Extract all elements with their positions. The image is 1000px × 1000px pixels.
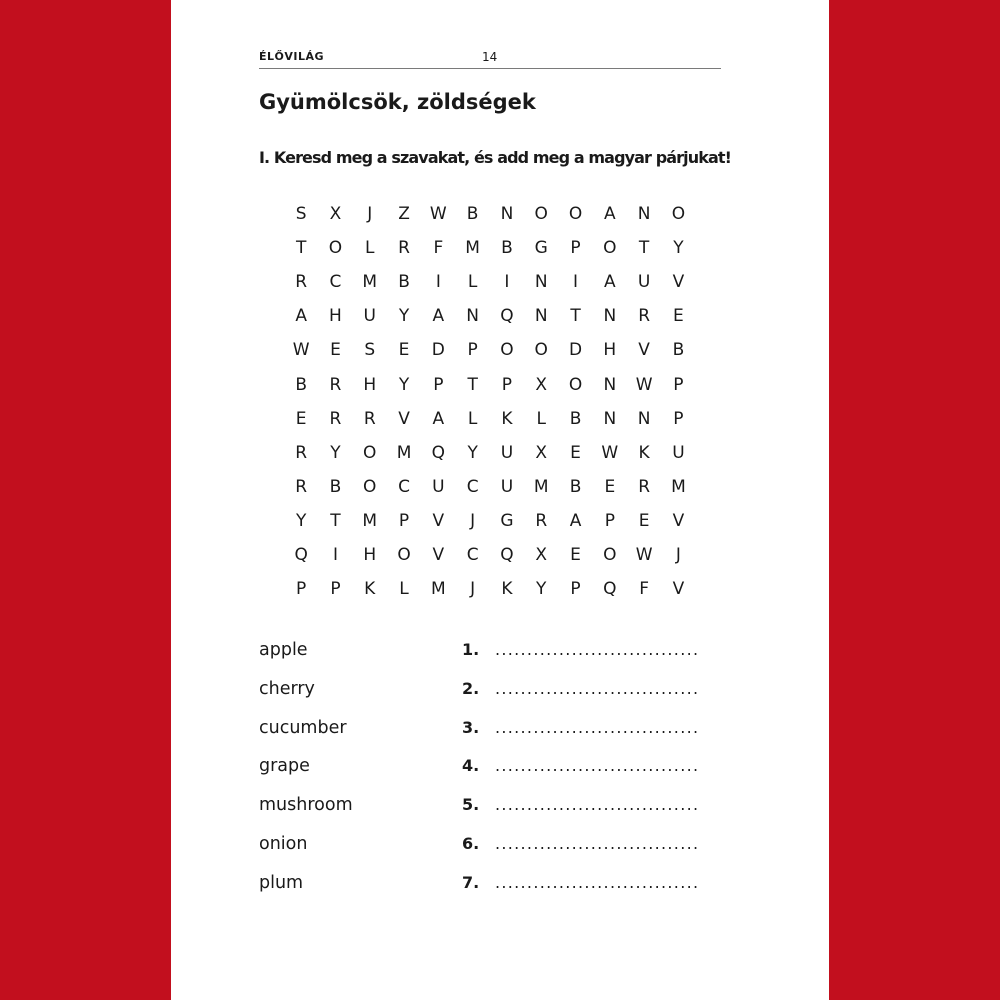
grid-letter[interactable]: R [638, 476, 651, 497]
grid-letter[interactable]: W [601, 442, 619, 463]
grid-letter[interactable]: I [332, 544, 338, 565]
grid-letter[interactable]: O [603, 544, 617, 565]
grid-letter[interactable]: W [635, 374, 653, 395]
grid-letter[interactable]: A [432, 306, 445, 327]
grid-letter[interactable]: P [467, 340, 478, 361]
grid-letter[interactable]: J [470, 579, 476, 600]
english-word: plum [259, 872, 304, 893]
exercise-instruction: I. Keresd meg a szavakat, és add meg a magyar párjukat! [259, 148, 732, 167]
grid-letter[interactable]: M [431, 579, 446, 600]
english-word: mushroom [259, 795, 353, 816]
grid-letter[interactable]: V [432, 510, 445, 531]
grid-letter[interactable]: W [429, 204, 447, 225]
grid-letter[interactable]: N [534, 272, 548, 293]
grid-letter[interactable]: E [673, 306, 684, 327]
answer-blank[interactable]: ................................ [495, 795, 700, 815]
answer-number: 1. [462, 640, 480, 659]
word-row [259, 826, 729, 865]
grid-letter[interactable]: W [292, 340, 310, 361]
grid-letter[interactable]: R [638, 306, 651, 327]
grid-letter[interactable]: N [466, 306, 479, 327]
grid-letter[interactable]: R [535, 510, 548, 531]
grid-letter[interactable]: P [296, 579, 307, 600]
worksheet-page [171, 0, 829, 1000]
grid-letter[interactable]: T [295, 238, 307, 259]
grid-letter[interactable]: R [295, 476, 308, 497]
grid-letter[interactable]: H [363, 374, 377, 395]
word-search-grid [284, 197, 696, 606]
grid-letter[interactable]: Y [673, 238, 684, 259]
grid-letter[interactable]: V [672, 579, 685, 600]
grid-letter[interactable]: Q [500, 544, 514, 565]
grid-letter[interactable]: P [433, 374, 444, 395]
grid-letter[interactable]: N [603, 408, 617, 429]
grid-letter[interactable]: Q [294, 544, 308, 565]
grid-letter[interactable]: J [470, 510, 476, 531]
grid-letter[interactable]: I [504, 272, 510, 293]
answer-blank[interactable]: ................................ [495, 756, 700, 776]
grid-letter[interactable]: U [637, 272, 651, 293]
grid-letter[interactable]: M [362, 272, 378, 293]
grid-letter[interactable]: E [638, 510, 650, 531]
grid-letter[interactable]: V [432, 544, 445, 565]
grid-letter[interactable]: T [638, 238, 650, 259]
grid-letter[interactable]: O [568, 204, 583, 225]
grid-letter[interactable]: U [672, 442, 685, 463]
answer-blank[interactable]: ................................ [495, 640, 700, 659]
grid-letter[interactable]: D [431, 340, 445, 361]
grid-letter[interactable]: B [329, 476, 342, 497]
grid-letter[interactable]: E [604, 476, 616, 497]
grid-letter[interactable]: Q [431, 442, 446, 463]
english-word: grape [259, 756, 310, 777]
grid-letter[interactable]: B [466, 204, 479, 225]
grid-letter[interactable]: S [364, 340, 376, 361]
grid-letter[interactable]: J [367, 204, 373, 225]
grid-letter[interactable]: K [501, 579, 513, 600]
grid-letter[interactable]: W [635, 544, 653, 565]
answer-blank[interactable]: ................................ [495, 833, 700, 853]
word-row [259, 787, 729, 826]
grid-letter[interactable]: F [639, 579, 649, 600]
grid-letter[interactable]: R [398, 238, 410, 259]
grid-letter[interactable]: M [362, 510, 378, 531]
grid-letter[interactable]: Y [398, 306, 410, 327]
grid-letter[interactable]: N [500, 204, 514, 225]
grid-letter[interactable]: T [467, 374, 478, 395]
word-row [259, 632, 729, 671]
grid-letter[interactable]: I [573, 272, 579, 293]
grid-letter[interactable]: E [398, 340, 410, 361]
word-row [259, 865, 729, 904]
grid-letter[interactable]: Y [536, 579, 547, 600]
grid-letter[interactable]: P [330, 579, 341, 600]
grid-letter[interactable]: H [363, 544, 377, 565]
grid-letter[interactable]: C [466, 544, 479, 565]
grid-letter[interactable]: P [398, 510, 410, 531]
grid-letter[interactable]: A [569, 510, 582, 531]
grid-letter[interactable]: O [534, 340, 548, 361]
grid-letter[interactable]: I [435, 272, 441, 293]
grid-letter[interactable]: D [568, 340, 583, 361]
grid-letter[interactable]: B [295, 374, 307, 395]
grid-letter[interactable]: G [534, 238, 548, 259]
grid-letter[interactable]: P [604, 510, 615, 531]
grid-letter[interactable]: O [568, 374, 583, 395]
grid-letter[interactable]: L [467, 408, 478, 429]
word-row [259, 671, 729, 710]
answer-number: 5. [462, 795, 480, 815]
grid-letter[interactable]: B [501, 238, 513, 259]
grid-letter[interactable]: H [603, 340, 617, 361]
grid-letter[interactable]: C [466, 476, 479, 497]
grid-letter[interactable]: V [672, 272, 685, 293]
grid-letter[interactable]: N [603, 374, 617, 395]
grid-letter[interactable]: P [673, 374, 684, 395]
grid-letter[interactable]: E [295, 408, 307, 429]
grid-letter[interactable]: H [329, 306, 342, 327]
answer-number: 6. [462, 833, 480, 853]
english-word: onion [259, 833, 308, 854]
grid-letter[interactable]: M [465, 238, 480, 259]
grid-letter[interactable]: V [672, 510, 685, 531]
grid-letter[interactable]: R [329, 374, 342, 395]
grid-letter[interactable]: B [569, 408, 582, 429]
grid-letter[interactable]: P [673, 408, 684, 429]
answer-blank[interactable]: ................................ [495, 678, 700, 698]
english-word: apple [259, 640, 308, 660]
grid-letter[interactable]: G [500, 510, 514, 531]
answer-number: 3. [462, 717, 480, 737]
grid-letter[interactable]: P [570, 579, 581, 600]
grid-letter[interactable]: P [501, 374, 513, 395]
grid-letter[interactable]: R [295, 442, 308, 463]
grid-letter[interactable]: B [569, 476, 582, 497]
grid-letter[interactable]: O [671, 204, 686, 225]
grid-letter[interactable]: O [500, 340, 514, 361]
word-row [259, 710, 729, 749]
grid-letter[interactable]: N [637, 204, 651, 225]
grid-letter[interactable]: X [535, 442, 548, 463]
grid-letter[interactable]: O [534, 204, 548, 225]
word-list [259, 632, 729, 904]
grid-letter[interactable]: V [398, 408, 410, 429]
grid-letter[interactable]: N [534, 306, 548, 327]
grid-letter[interactable]: P [570, 238, 581, 259]
grid-letter[interactable]: L [365, 238, 375, 259]
grid-letter[interactable]: V [638, 340, 650, 361]
grid-letter[interactable]: L [467, 272, 478, 293]
answer-number: 4. [462, 756, 480, 776]
grid-letter[interactable]: N [603, 306, 617, 327]
grid-letter[interactable]: Q [500, 306, 514, 327]
grid-letter[interactable]: S [295, 204, 307, 225]
grid-letter[interactable]: F [433, 238, 444, 259]
section-label: ÉLŐVILÁG [259, 50, 325, 63]
grid-letter[interactable]: A [295, 306, 307, 327]
grid-letter[interactable]: E [570, 544, 581, 565]
grid-letter[interactable]: X [535, 374, 548, 395]
answer-number: 7. [462, 872, 480, 892]
grid-letter[interactable]: O [397, 544, 411, 565]
page-title: Gyümölcsök, zöldségek [259, 90, 536, 114]
grid-letter[interactable]: L [399, 579, 409, 600]
grid-letter[interactable]: R [329, 408, 342, 429]
grid-letter[interactable]: O [363, 442, 377, 463]
grid-letter[interactable]: K [638, 442, 650, 463]
english-word: cherry [259, 678, 315, 699]
grid-letter[interactable]: E [330, 340, 341, 361]
grid-letter[interactable]: N [637, 408, 651, 429]
grid-letter[interactable]: K [364, 579, 376, 600]
answer-blank[interactable]: ................................ [495, 717, 700, 737]
grid-letter[interactable]: O [603, 238, 617, 259]
grid-letter[interactable]: C [398, 476, 410, 497]
grid-letter[interactable]: R [363, 408, 376, 429]
grid-letter[interactable]: Q [603, 579, 617, 600]
grid-letter[interactable]: A [432, 408, 445, 429]
grid-letter[interactable]: Y [295, 510, 307, 531]
grid-letter[interactable]: T [330, 510, 341, 531]
grid-letter[interactable]: M [671, 476, 686, 497]
grid-letter[interactable]: A [604, 272, 616, 293]
grid-letter[interactable]: A [604, 204, 616, 225]
grid-letter[interactable]: Z [398, 204, 410, 225]
grid-letter[interactable]: C [329, 272, 342, 293]
grid-letter[interactable]: O [328, 238, 343, 259]
grid-letter[interactable]: U [500, 442, 514, 463]
grid-letter[interactable]: E [570, 442, 581, 463]
grid-letter[interactable]: Y [398, 374, 410, 395]
grid-letter[interactable]: M [396, 442, 412, 463]
grid-letter[interactable]: U [432, 476, 445, 497]
answer-blank[interactable]: ................................ [495, 872, 700, 892]
grid-letter[interactable]: J [675, 544, 681, 565]
running-header [259, 48, 721, 69]
grid-letter[interactable]: M [533, 476, 549, 497]
grid-letter[interactable]: K [501, 408, 513, 429]
grid-letter[interactable]: O [363, 476, 377, 497]
grid-letter[interactable]: L [536, 408, 546, 429]
grid-letter[interactable]: U [500, 476, 514, 497]
grid-letter[interactable]: Y [467, 442, 478, 463]
grid-letter[interactable]: X [535, 544, 548, 565]
english-word: cucumber [259, 717, 347, 738]
page-number: 14 [482, 50, 498, 64]
grid-letter[interactable]: Y [330, 442, 341, 463]
grid-letter[interactable]: T [570, 306, 581, 327]
answer-number: 2. [462, 678, 480, 698]
grid-letter[interactable]: U [363, 306, 376, 327]
grid-letter[interactable]: B [398, 272, 410, 293]
grid-letter[interactable]: X [329, 204, 342, 225]
grid-letter[interactable]: R [295, 272, 308, 293]
grid-letter[interactable]: B [672, 340, 685, 361]
word-row [259, 748, 729, 787]
